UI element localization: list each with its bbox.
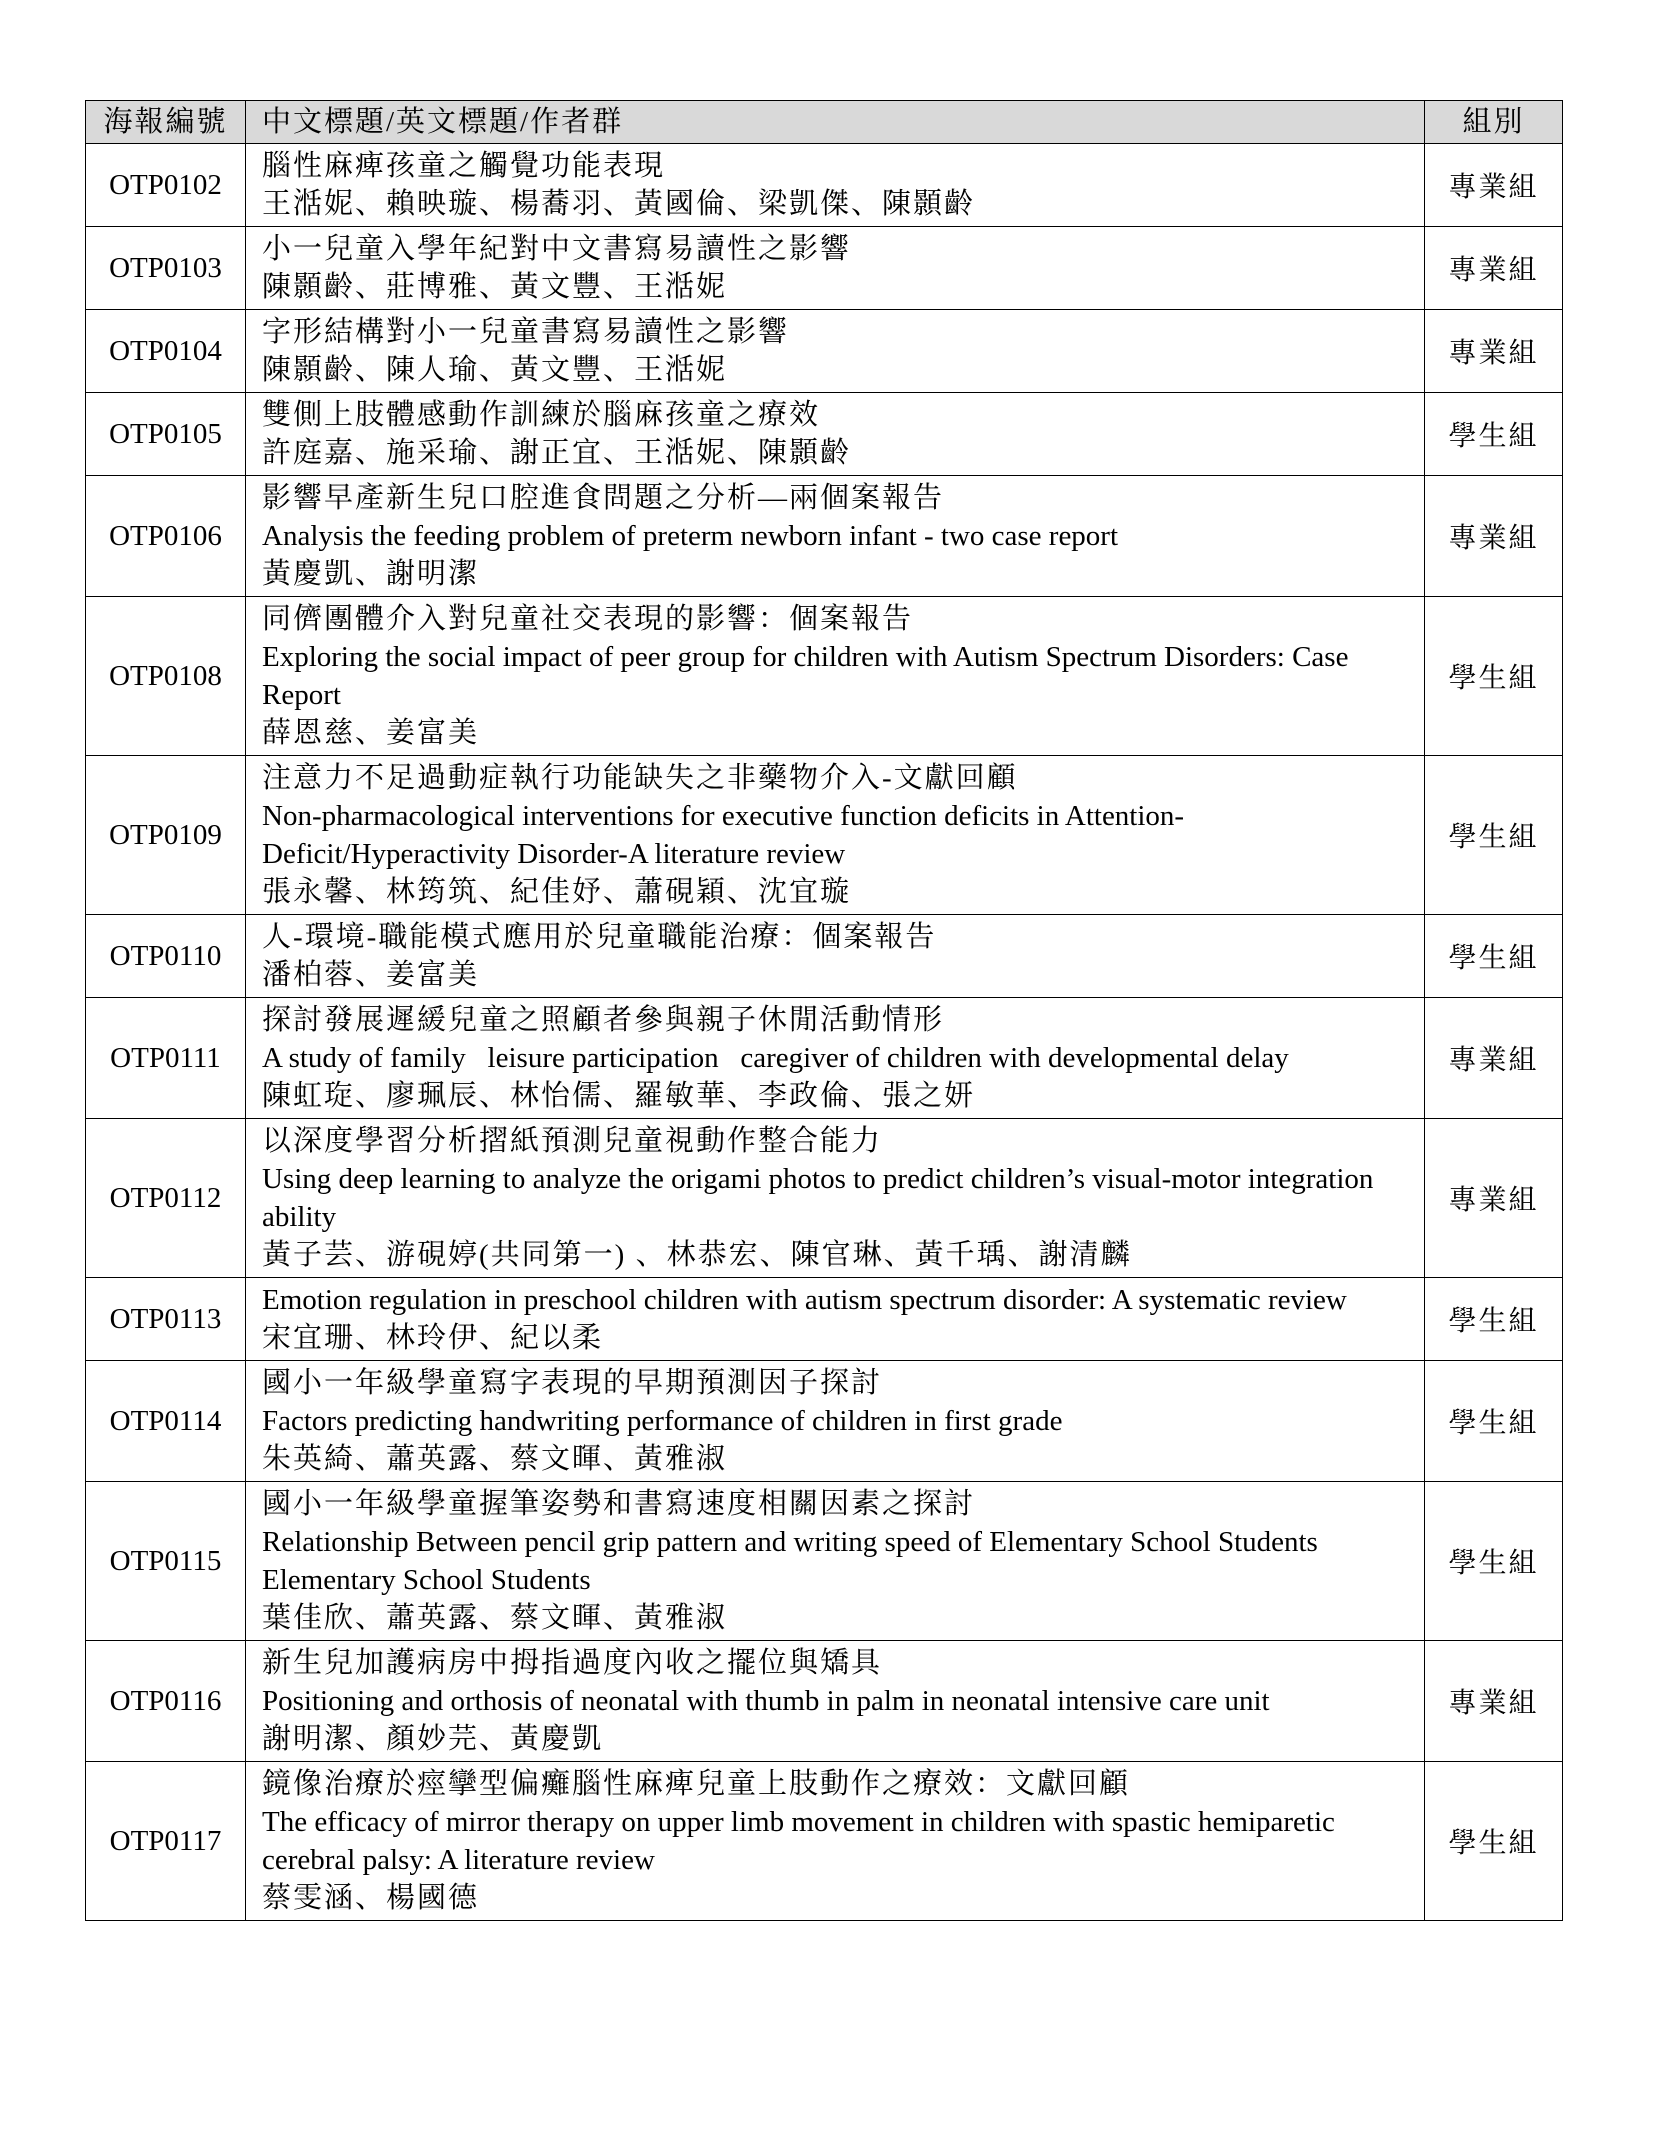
authors: 黃慶凱、謝明潔	[262, 558, 480, 590]
table-row	[86, 1278, 1563, 1361]
authors: 宋宜珊、林玲伊、紀以柔	[262, 1322, 604, 1354]
chinese-title: 以深度學習分析摺紙預測兒童視動作整合能力	[262, 1125, 883, 1157]
title-authors-cell	[246, 144, 1425, 227]
title-authors-cell	[246, 476, 1425, 597]
table-row	[86, 597, 1563, 756]
group-label: 學生組	[1425, 1762, 1563, 1921]
table-row	[86, 393, 1563, 476]
authors: 陳顥齡、陳人瑜、黃文豐、王湉妮	[262, 354, 728, 386]
english-title: Relationship Between pencil grip pattern and writing speed of Elementary School Students Elementary School Students	[262, 1526, 1318, 1596]
group-label: 學生組	[1425, 597, 1563, 756]
english-title: A study of family leisure participation caregiver of children with developmental delay	[262, 1042, 1289, 1074]
group-label: 專業組	[1425, 1641, 1563, 1762]
poster-id: OTP0106	[86, 476, 246, 597]
english-title: Analysis the feeding problem of preterm newborn infant - two case report	[262, 520, 1119, 552]
poster-id: OTP0111	[86, 998, 246, 1119]
authors: 陳顥齡、莊博雅、黃文豐、王湉妮	[262, 271, 728, 303]
english-title: Using deep learning to analyze the origami photos to predict children’s visual-motor integration ability	[262, 1163, 1374, 1233]
title-authors-cell	[246, 1278, 1425, 1361]
group-label: 專業組	[1425, 310, 1563, 393]
chinese-title: 人-環境-職能模式應用於兒童職能治療：個案報告	[262, 921, 937, 953]
table-row	[86, 1361, 1563, 1482]
group-label: 專業組	[1425, 227, 1563, 310]
title-authors-cell	[246, 998, 1425, 1119]
group-label: 學生組	[1425, 915, 1563, 998]
authors: 薛恩慈、姜富美	[262, 717, 480, 749]
chinese-title: 同儕團體介入對兒童社交表現的影響：個案報告	[262, 603, 914, 635]
poster-id: OTP0103	[86, 227, 246, 310]
title-authors-cell	[246, 756, 1425, 915]
poster-id: OTP0102	[86, 144, 246, 227]
authors: 黃子芸、游硯婷(共同第一) 、林恭宏、陳官琳、黃千瑀、謝清麟	[262, 1239, 1132, 1271]
authors: 葉佳欣、蕭英露、蔡文暉、黃雅淑	[262, 1602, 728, 1634]
poster-id: OTP0117	[86, 1762, 246, 1921]
poster-id: OTP0108	[86, 597, 246, 756]
poster-id: OTP0115	[86, 1482, 246, 1641]
table-header-row	[86, 101, 1563, 144]
chinese-title: 國小一年級學童寫字表現的早期預測因子探討	[262, 1367, 883, 1399]
title-authors-cell	[246, 1762, 1425, 1921]
table-body	[86, 144, 1563, 1921]
table-row	[86, 1641, 1563, 1762]
table-row	[86, 756, 1563, 915]
title-authors-cell	[246, 597, 1425, 756]
title-authors-cell	[246, 915, 1425, 998]
group-label: 學生組	[1425, 1482, 1563, 1641]
header-title-authors: 中文標題/英文標題/作者群	[246, 101, 1425, 144]
group-label: 學生組	[1425, 1278, 1563, 1361]
poster-id: OTP0113	[86, 1278, 246, 1361]
title-authors-cell	[246, 1482, 1425, 1641]
poster-table	[85, 100, 1563, 1921]
poster-id: OTP0110	[86, 915, 246, 998]
authors: 許庭嘉、施采瑜、謝正宜、王湉妮、陳顥齡	[262, 437, 852, 469]
group-label: 專業組	[1425, 998, 1563, 1119]
chinese-title: 探討發展遲緩兒童之照顧者參與親子休閒活動情形	[262, 1004, 945, 1036]
authors: 陳虹琁、廖珮辰、林怡儒、羅敏華、李政倫、張之妍	[262, 1080, 976, 1112]
english-title: Exploring the social impact of peer group for children with Autism Spectrum Disorders: Case Report	[262, 641, 1349, 711]
poster-id: OTP0116	[86, 1641, 246, 1762]
table-row	[86, 144, 1563, 227]
table-row	[86, 227, 1563, 310]
title-authors-cell	[246, 393, 1425, 476]
table-row	[86, 998, 1563, 1119]
title-authors-cell	[246, 227, 1425, 310]
group-label: 學生組	[1425, 393, 1563, 476]
chinese-title: 新生兒加護病房中拇指過度內收之擺位與矯具	[262, 1647, 883, 1679]
chinese-title: 雙側上肢體感動作訓練於腦麻孩童之療效	[262, 399, 821, 431]
table-row	[86, 1762, 1563, 1921]
poster-id: OTP0112	[86, 1119, 246, 1278]
authors: 張永馨、林筠筑、紀佳妤、蕭硯穎、沈宜璇	[262, 876, 852, 908]
poster-id: OTP0109	[86, 756, 246, 915]
poster-id: OTP0105	[86, 393, 246, 476]
authors: 潘柏蓉、姜富美	[262, 959, 480, 991]
group-label: 專業組	[1425, 1119, 1563, 1278]
header-group: 組別	[1425, 101, 1563, 144]
english-title: Factors predicting handwriting performance of children in first grade	[262, 1405, 1063, 1437]
group-label: 專業組	[1425, 476, 1563, 597]
group-label: 專業組	[1425, 144, 1563, 227]
chinese-title: 腦性麻痺孩童之觸覺功能表現	[262, 150, 666, 182]
chinese-title: 小一兒童入學年紀對中文書寫易讀性之影響	[262, 233, 852, 265]
authors: 蔡雯涵、楊國德	[262, 1882, 480, 1914]
table-row	[86, 1119, 1563, 1278]
chinese-title: 注意力不足過動症執行功能缺失之非藥物介入-文獻回顧	[262, 762, 1018, 794]
chinese-title: 國小一年級學童握筆姿勢和書寫速度相關因素之探討	[262, 1488, 976, 1520]
header-poster-id: 海報編號	[86, 101, 246, 144]
chinese-title: 字形結構對小一兒童書寫易讀性之影響	[262, 316, 790, 348]
table-row	[86, 476, 1563, 597]
table-row	[86, 1482, 1563, 1641]
poster-id: OTP0114	[86, 1361, 246, 1482]
chinese-title: 鏡像治療於痙攣型偏癱腦性麻痺兒童上肢動作之療效：文獻回顧	[262, 1768, 1131, 1800]
english-title: The efficacy of mirror therapy on upper limb movement in children with spastic hemiparetic cerebral palsy: A literature review	[262, 1806, 1335, 1876]
poster-id: OTP0104	[86, 310, 246, 393]
title-authors-cell	[246, 1119, 1425, 1278]
title-authors-cell	[246, 1641, 1425, 1762]
authors: 朱英綺、蕭英露、蔡文暉、黃雅淑	[262, 1443, 728, 1475]
group-label: 學生組	[1425, 1361, 1563, 1482]
table-row	[86, 310, 1563, 393]
group-label: 學生組	[1425, 756, 1563, 915]
chinese-title: 影響早產新生兒口腔進食問題之分析—兩個案報告	[262, 482, 945, 514]
english-title: Non-pharmacological interventions for executive function deficits in Attention-Deficit/Hyperactivity Disorder-A literature review	[262, 800, 1185, 870]
table-row	[86, 915, 1563, 998]
title-authors-cell	[246, 310, 1425, 393]
authors: 王湉妮、賴映璇、楊蕎羽、黃國倫、梁凱傑、陳顥齡	[262, 188, 976, 220]
title-authors-cell	[246, 1361, 1425, 1482]
english-title: Emotion regulation in preschool children with autism spectrum disorder: A systematic review	[262, 1284, 1347, 1316]
english-title: Positioning and orthosis of neonatal with thumb in palm in neonatal intensive care unit	[262, 1685, 1270, 1717]
authors: 謝明潔、顏妙芫、黃慶凱	[262, 1723, 604, 1755]
